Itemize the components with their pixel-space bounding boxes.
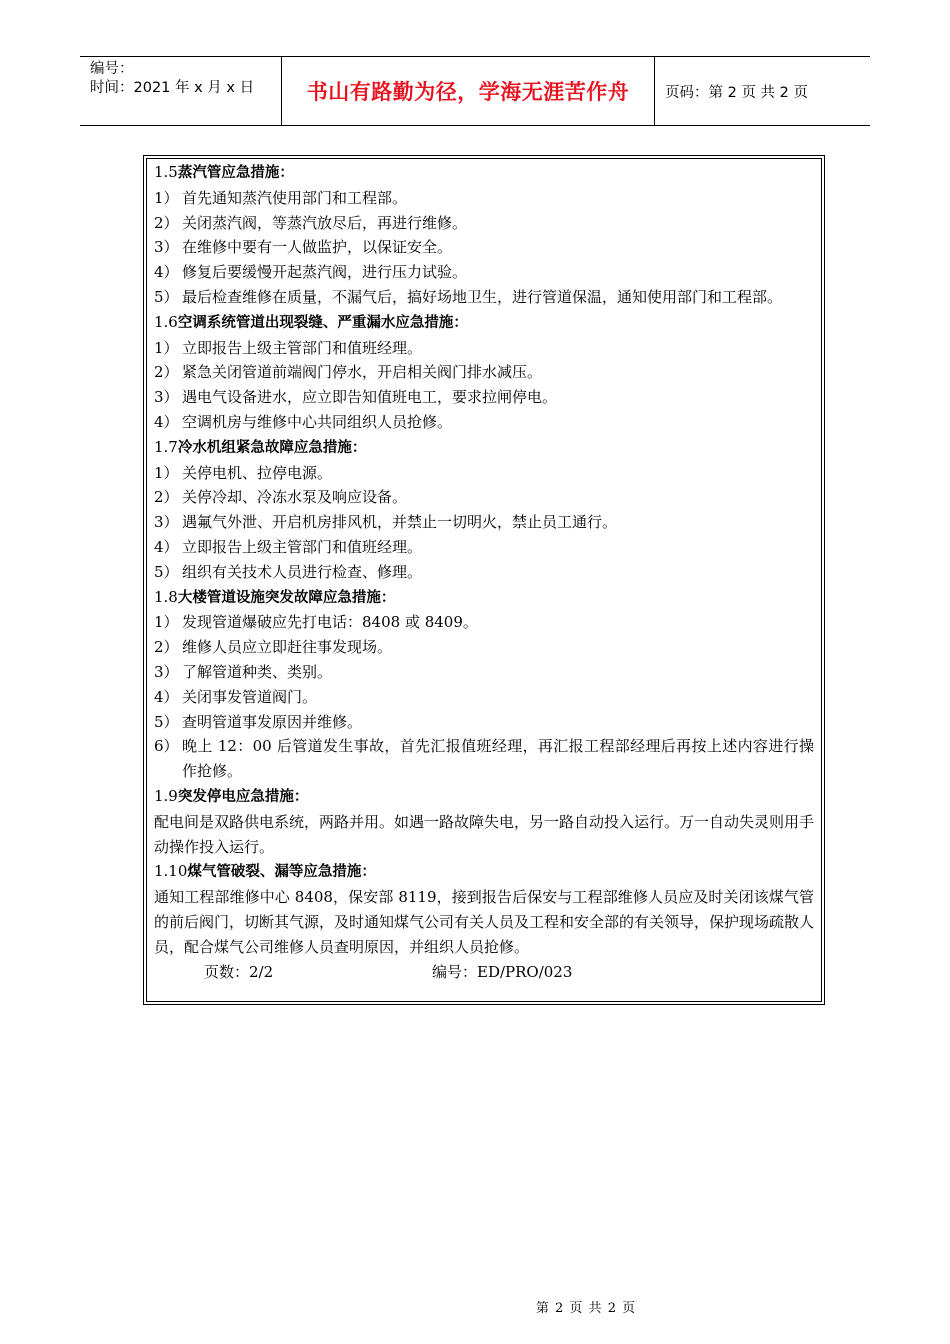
list-item-text: 了解管道种类、类别。 xyxy=(182,662,333,681)
list-item-text: 遇氟气外泄、开启机房排风机，并禁止一切明火，禁止员工通行。 xyxy=(182,513,618,532)
section-number: 1.5 xyxy=(154,163,178,181)
list-item xyxy=(154,685,814,710)
list-item-text: 紧急关闭管道前端阀门停水，开启相关阀门排水减压。 xyxy=(182,363,543,382)
list-item-text: 遇电气设备进水，应立即告知值班电工，要求拉闸停电。 xyxy=(182,388,558,407)
list-item xyxy=(154,385,814,410)
section-block xyxy=(154,160,814,310)
list-item-text: 关闭事发管道阀门。 xyxy=(182,687,318,706)
section-paragraph: 通知工程部维修中心 8408，保安部 8119，接到报告后保安与工程部维修人员应及时关闭该煤气管的前后阀门，切断其气源，及时通知煤气公司有关人员及工程和安全部的有关领导，保护现场疏散人员，配合煤气公司维修人员查明原因，并组织人员抢修。 xyxy=(154,888,815,956)
list-item xyxy=(154,360,814,385)
section-number: 1.10 xyxy=(154,862,188,881)
list-item-text: 立即报告上级主管部门和值班经理。 xyxy=(182,338,423,357)
list-item xyxy=(154,235,814,260)
list-item xyxy=(154,635,814,660)
section-number: 1.8 xyxy=(154,587,178,606)
section-block xyxy=(154,310,814,435)
list-item-number: 2） xyxy=(154,213,179,232)
list-item-number: 3） xyxy=(154,388,179,407)
list-item-number: 4） xyxy=(154,537,179,556)
doc-code: 编号：ED/PRO/023 xyxy=(432,962,573,981)
section-title xyxy=(154,160,814,186)
section-block xyxy=(154,435,814,585)
section-title xyxy=(154,859,814,885)
section-name: 蒸汽管应急措施： xyxy=(177,165,294,181)
section-title xyxy=(154,585,814,611)
document-footer xyxy=(154,960,814,985)
list-item-number: 4） xyxy=(154,263,179,282)
list-item xyxy=(154,285,814,310)
list-item-number: 2） xyxy=(154,363,179,382)
header-time-label: 时间：2021 年 x 月 x 日 xyxy=(90,80,255,96)
list-item-text: 最后检查维修在质量，不漏气后，搞好场地卫生，进行管道保温，通知使用部门和工程部。 xyxy=(182,287,783,306)
section-title xyxy=(154,435,814,461)
list-item xyxy=(154,485,814,510)
section-name: 大楼管道设施突发故障应急措施： xyxy=(177,589,396,606)
list-item xyxy=(154,610,814,635)
list-item xyxy=(154,560,814,585)
list-item-number: 1） xyxy=(154,338,179,357)
section-1-9 xyxy=(154,784,814,859)
list-item-number: 3） xyxy=(154,238,179,257)
list-item-text: 在维修中要有一人做监护，以保证安全。 xyxy=(182,238,453,257)
list-item-text: 空调机房与维修中心共同组织人员抢修。 xyxy=(182,412,453,431)
list-item xyxy=(154,710,814,735)
section-block xyxy=(154,585,814,784)
list-item-number: 5） xyxy=(154,562,179,581)
list-item-number: 5） xyxy=(154,712,179,731)
list-item-text: 立即报告上级主管部门和值班经理。 xyxy=(182,537,423,556)
list-item-number: 6） xyxy=(154,737,179,756)
section-name: 突发停电应急措施： xyxy=(177,788,309,805)
list-item-number: 2） xyxy=(154,488,179,507)
section-name: 冷水机组紧急故障应急措施： xyxy=(177,439,367,456)
doc-page-count: 页数：2/2 xyxy=(204,962,274,981)
list-item-number: 2） xyxy=(154,638,179,657)
section-title xyxy=(154,310,814,336)
list-item xyxy=(154,336,814,361)
sections-container xyxy=(154,160,814,784)
page-header xyxy=(80,56,870,126)
list-item xyxy=(154,510,814,535)
list-item xyxy=(154,260,814,285)
list-item-text: 发现管道爆破应先打电话：8408 或 8409。 xyxy=(182,613,478,632)
section-1-10 xyxy=(154,859,814,959)
list-item xyxy=(154,535,814,560)
list-item xyxy=(154,186,814,211)
list-item xyxy=(154,734,814,784)
section-number: 1.7 xyxy=(154,437,178,456)
list-item-text: 修复后要缓慢开起蒸汽阀，进行压力试验。 xyxy=(182,263,468,282)
header-motto: 书山有路勤为径，学海无涯苦作舟 xyxy=(281,57,655,125)
list-item-text: 首先通知蒸汽使用部门和工程部。 xyxy=(182,188,408,207)
list-item xyxy=(154,660,814,685)
header-number-label: 编号： xyxy=(90,61,134,77)
list-item-number: 4） xyxy=(154,412,179,431)
list-item-text: 查明管道事发原因并维修。 xyxy=(182,712,363,731)
list-item xyxy=(154,211,814,236)
list-item-number: 1） xyxy=(154,188,179,207)
list-item-text: 晚上 12：00 后管道发生事故，首先汇报值班经理，再汇报工程部经理后再按上述内容进行操作抢修。 xyxy=(182,737,814,781)
list-item-number: 1） xyxy=(154,463,179,482)
list-item-number: 3） xyxy=(154,513,179,532)
list-item-text: 维修人员应立即赶往事发现场。 xyxy=(182,638,393,657)
list-item-text: 关闭蒸汽阀，等蒸汽放尽后，再进行维修。 xyxy=(182,213,468,232)
list-item-text: 关停电机、拉停电源。 xyxy=(182,463,333,482)
section-title xyxy=(154,784,814,810)
section-paragraph: 配电间是双路供电系统，两路并用。如遇一路故障失电，另一路自动投入运行。万一自动失灵则用手动操作投入运行。 xyxy=(154,812,815,856)
section-number: 1.9 xyxy=(154,786,178,805)
header-page-info: 页码：第 2 页 共 2 页 xyxy=(665,84,808,101)
list-item-text: 组织有关技术人员进行检查、修理。 xyxy=(182,562,423,581)
list-item-number: 1） xyxy=(154,613,179,632)
page-footer: 第 2 页 共 2 页 xyxy=(535,1301,637,1316)
content-box xyxy=(143,155,825,1005)
header-meta xyxy=(80,57,281,125)
list-item-number: 4） xyxy=(154,687,179,706)
section-name: 空调系统管道出现裂缝、严重漏水应急措施： xyxy=(177,314,468,331)
list-item-number: 3） xyxy=(154,662,179,681)
list-item xyxy=(154,461,814,486)
list-item xyxy=(154,410,814,435)
list-item-number: 5） xyxy=(154,287,179,306)
section-number: 1.6 xyxy=(154,312,178,331)
section-name: 煤气管破裂、漏等应急措施： xyxy=(187,864,376,881)
list-item-text: 关停冷却、冷冻水泵及响应设备。 xyxy=(182,488,408,507)
